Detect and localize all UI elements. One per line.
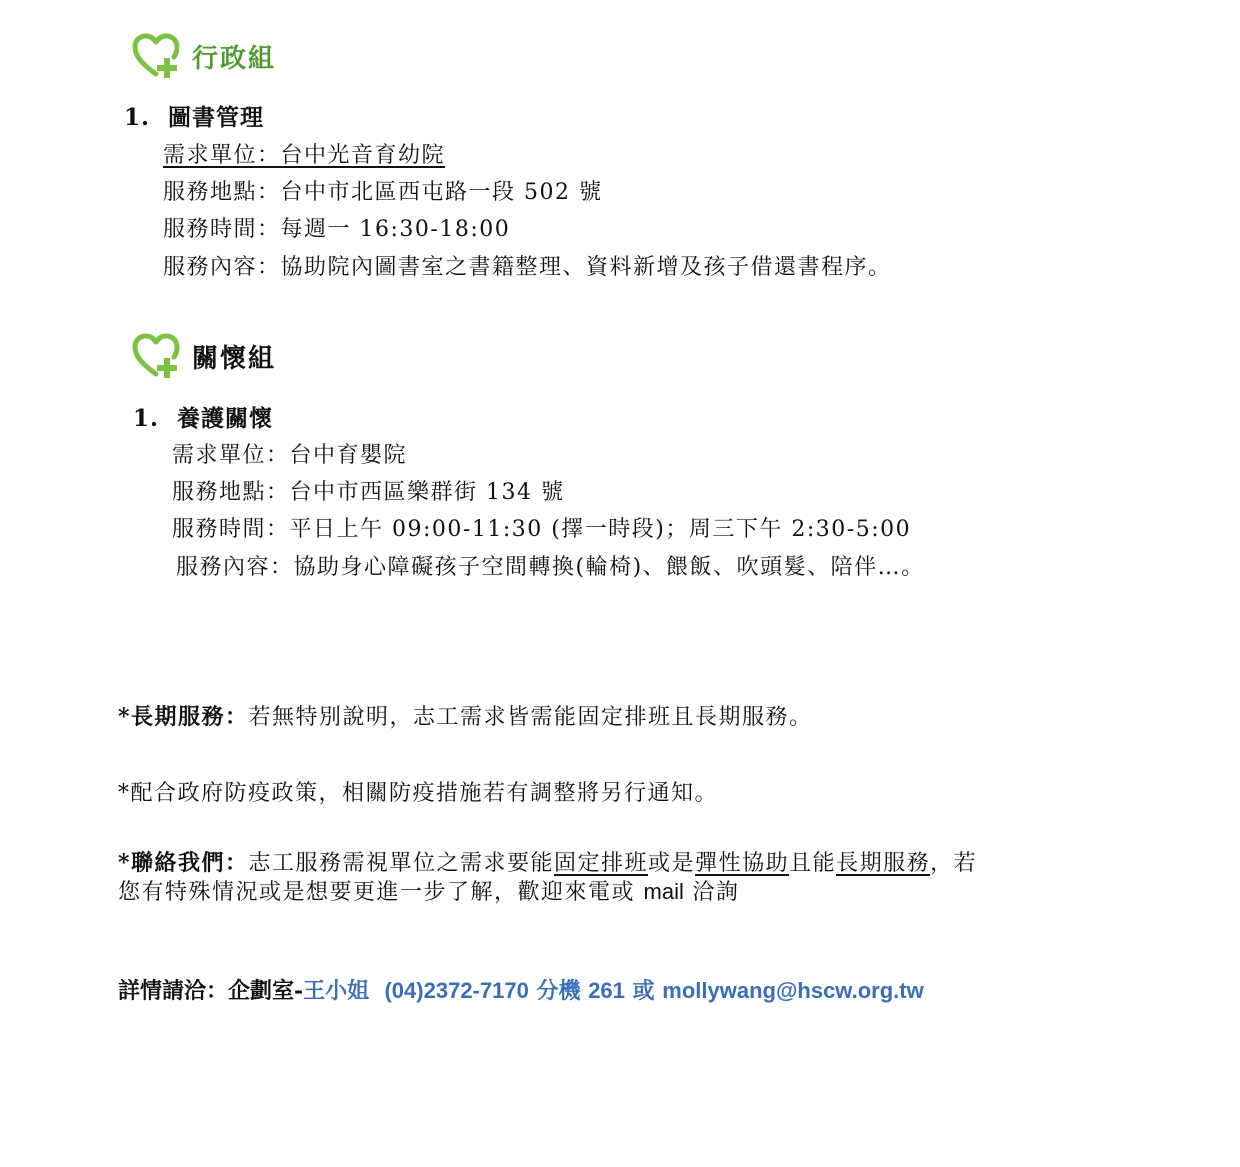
extension-number: 261 xyxy=(588,978,625,1003)
care-group-header xyxy=(132,332,276,380)
nursing-care-heading xyxy=(133,400,273,433)
contact-text: 或是 xyxy=(648,851,696,876)
contact-details xyxy=(118,974,924,1005)
item-title: 養護關懷 xyxy=(177,405,274,432)
heart-plus-icon xyxy=(132,332,182,380)
long-term-text: 若無特別說明，志工需求皆需能固定排班且長期服務。 xyxy=(248,705,813,730)
contact-label: 詳情請洽：企劃室- xyxy=(118,978,304,1004)
long-term-service-text: 長期服務 xyxy=(836,851,931,876)
contact-text: 洽詢 xyxy=(692,880,740,905)
contact-note-label: *聯絡我們： xyxy=(118,850,249,876)
contact-text: ，若 xyxy=(930,851,978,876)
flexible-help-text: 彈性協助 xyxy=(695,851,790,876)
fixed-schedule-text: 固定排班 xyxy=(554,851,649,876)
library-management-heading xyxy=(124,99,264,132)
care-time: 服務時間：平日上午 09:00-11:30 (擇一時段)；周三下午 2:30-5:00 xyxy=(172,517,912,542)
contact-note-line2 xyxy=(118,875,739,906)
admin-location: 服務地點：台中市北區西屯路一段 502 號 xyxy=(163,180,603,205)
care-unit: 需求單位：台中育嬰院 xyxy=(172,443,408,468)
item-title: 圖書管理 xyxy=(168,104,265,131)
care-group-title: 關懷組 xyxy=(192,343,277,374)
contact-note-line1 xyxy=(118,846,977,877)
contact-text: 志工服務需視單位之需求要能 xyxy=(248,851,555,876)
contact-person: 王小姐 xyxy=(303,978,370,1004)
heart-plus-icon xyxy=(132,32,182,80)
or-text: 或 xyxy=(632,978,655,1004)
long-term-label: *長期服務： xyxy=(118,704,249,730)
epidemic-note: *配合政府防疫政策，相關防疫措施若有調整將另行通知。 xyxy=(118,781,719,806)
extension-label: 分機 xyxy=(536,978,581,1004)
mail-word: mail xyxy=(643,879,684,904)
admin-unit: 需求單位：台中光音育幼院 xyxy=(163,143,446,168)
contact-text: 您有特殊情況或是想要更進一步了解，歡迎來電或 xyxy=(118,880,636,905)
admin-group-header xyxy=(132,32,276,80)
care-location: 服務地點：台中市西區樂群街 134 號 xyxy=(172,480,565,505)
contact-email-link[interactable]: mollywang@hscw.org.tw xyxy=(662,978,924,1003)
care-content: 服務內容：協助身心障礙孩子空間轉換(輪椅)、餵飯、吹頭髮、陪伴…。 xyxy=(176,555,925,580)
admin-time: 服務時間：每週一 16:30-18:00 xyxy=(163,217,511,242)
admin-content: 服務內容：協助院內圖書室之書籍整理、資料新增及孩子借還書程序。 xyxy=(163,255,892,280)
long-term-note xyxy=(118,700,813,731)
contact-text: 且能 xyxy=(789,851,837,876)
item-number: 1. xyxy=(124,104,151,131)
item-number: 1. xyxy=(133,405,160,432)
admin-group-title: 行政組 xyxy=(192,43,277,74)
contact-phone[interactable]: (04)2372-7170 xyxy=(384,978,529,1003)
